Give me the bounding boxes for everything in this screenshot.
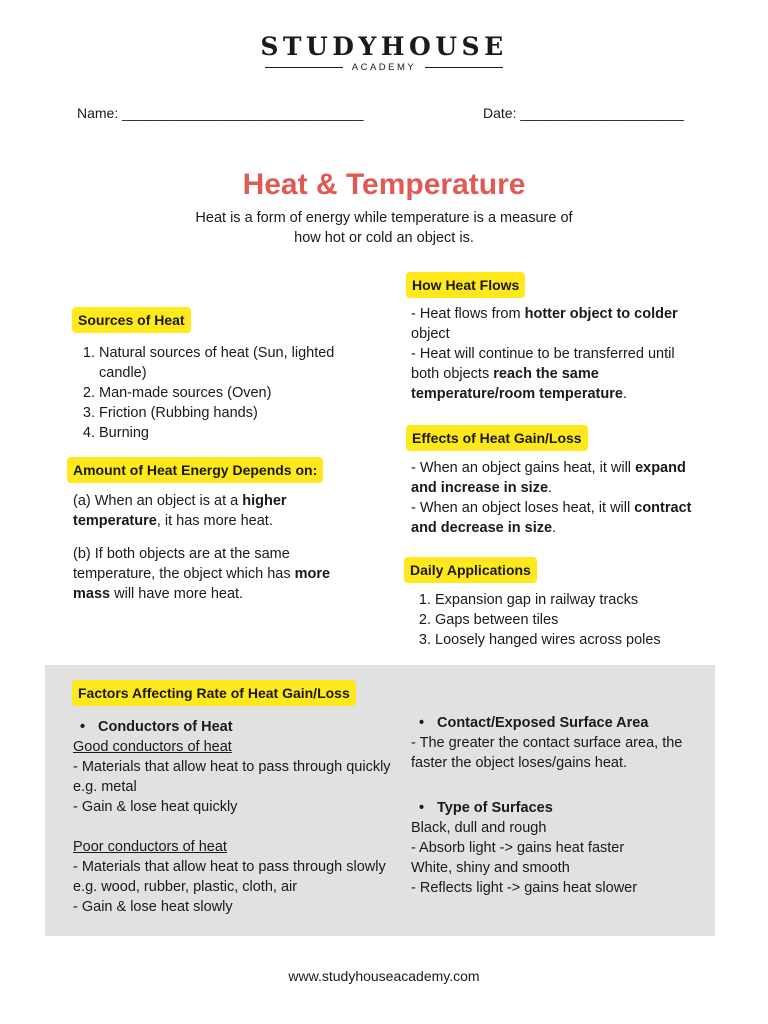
flows-l2-bold: reach the same temperature/room temperature (411, 366, 623, 402)
effects-l2-text: - When an object loses heat, it will (411, 500, 635, 516)
effects-line-1 (406, 458, 696, 498)
poor-conductors-label: Poor conductors of heat (73, 839, 227, 855)
flows-l1-end: object (411, 326, 450, 342)
amount-heading: Amount of Heat Energy Depends on: (67, 457, 323, 483)
poor-conductors-line-1: - Materials that allow heat to pass through slowly e.g. wood, rubber, plastic, cloth, air (73, 859, 386, 895)
amount-a-bold: higher temperature (73, 493, 287, 529)
list-item: 1. Natural sources of heat (Sun, lighted candle) (99, 343, 352, 383)
sources-section (72, 307, 352, 443)
logo (0, 32, 768, 73)
logo-divider-left (265, 67, 343, 68)
page-title: Heat & Temperature (242, 168, 526, 201)
flows-line-2 (406, 344, 696, 404)
flows-line-1 (406, 304, 696, 344)
effects-heading: Effects of Heat Gain/Loss (406, 425, 588, 451)
effects-l1-end: . (548, 480, 553, 496)
amount-para-b (67, 544, 367, 604)
contact-title: • Contact/Exposed Surface Area (411, 713, 701, 733)
flows-l1-bold: hotter object to colder (524, 306, 678, 322)
effects-l2-bold: contract and decrease in size (411, 500, 692, 536)
amount-a-end: , it has more heat. (156, 513, 273, 529)
surfaces-line-1: Black, dull and rough (411, 820, 547, 836)
conductors-title: • Conductors of Heat (72, 717, 392, 737)
page-subtitle: Heat is a form of energy while temperature is a measure of how hot or cold an object is. (195, 210, 573, 246)
flows-l2-end: . (622, 386, 627, 402)
daily-section (404, 557, 704, 650)
amount-para-a (67, 491, 367, 531)
good-conductors-label: Good conductors of heat (73, 739, 232, 755)
list-item: 4. Burning (99, 423, 352, 443)
amount-b-end: will have more heat. (110, 586, 244, 602)
effects-section (406, 425, 696, 538)
amount-section (67, 457, 367, 604)
poor-conductors-line-2: - Gain & lose heat slowly (73, 899, 233, 915)
logo-sub (0, 62, 768, 73)
list-item: 3. Loosely hanged wires across poles (435, 630, 704, 650)
surfaces-line-2: - Absorb light -> gains heat faster (411, 840, 625, 856)
contact-text: - The greater the contact surface area, the faster the object loses/gains heat. (411, 735, 683, 771)
sources-list (72, 343, 352, 443)
amount-a-text: (a) When an object is at a (73, 493, 243, 509)
flows-l2-text: - Heat will continue to be transferred until both objects (411, 346, 675, 382)
list-item: 3. Friction (Rubbing hands) (99, 403, 352, 423)
date-field: Date: _____________________ (483, 105, 684, 121)
factors-left (72, 680, 392, 917)
surfaces-title: • Type of Surfaces (411, 798, 701, 818)
name-field: Name: _______________________________ (77, 105, 364, 121)
flows-heading: How Heat Flows (406, 272, 525, 298)
logo-divider-right (425, 67, 503, 68)
good-conductors-line-2: - Gain & lose heat quickly (73, 799, 238, 815)
good-conductors-line-1: - Materials that allow heat to pass through quickly e.g. metal (73, 759, 391, 795)
amount-b-bold: more mass (73, 566, 331, 602)
footer-url[interactable]: www.studyhouseacademy.com (288, 968, 480, 984)
list-item: 1. Expansion gap in railway tracks (435, 590, 704, 610)
effects-l2-end: . (552, 520, 557, 536)
factors-right (411, 713, 701, 898)
daily-list (404, 590, 704, 650)
list-item: 2. Man-made sources (Oven) (99, 383, 352, 403)
logo-sub-text: ACADEMY (351, 62, 417, 73)
surfaces-line-3: White, shiny and smooth (411, 860, 570, 876)
factors-heading: Factors Affecting Rate of Heat Gain/Loss (72, 680, 356, 706)
surfaces-line-4: - Reflects light -> gains heat slower (411, 880, 638, 896)
list-item: 2. Gaps between tiles (435, 610, 704, 630)
effects-l1-bold: expand and increase in size (411, 460, 686, 496)
logo-name: STUDYHOUSE (260, 32, 508, 61)
effects-line-2 (406, 498, 696, 538)
daily-heading: Daily Applications (404, 557, 537, 583)
amount-b-text: (b) If both objects are at the same temperature, the object which has (73, 546, 295, 582)
effects-l1-text: - When an object gains heat, it will (411, 460, 636, 476)
flows-section (406, 272, 696, 404)
sources-heading: Sources of Heat (72, 307, 191, 333)
flows-l1-text: - Heat flows from (411, 306, 525, 322)
